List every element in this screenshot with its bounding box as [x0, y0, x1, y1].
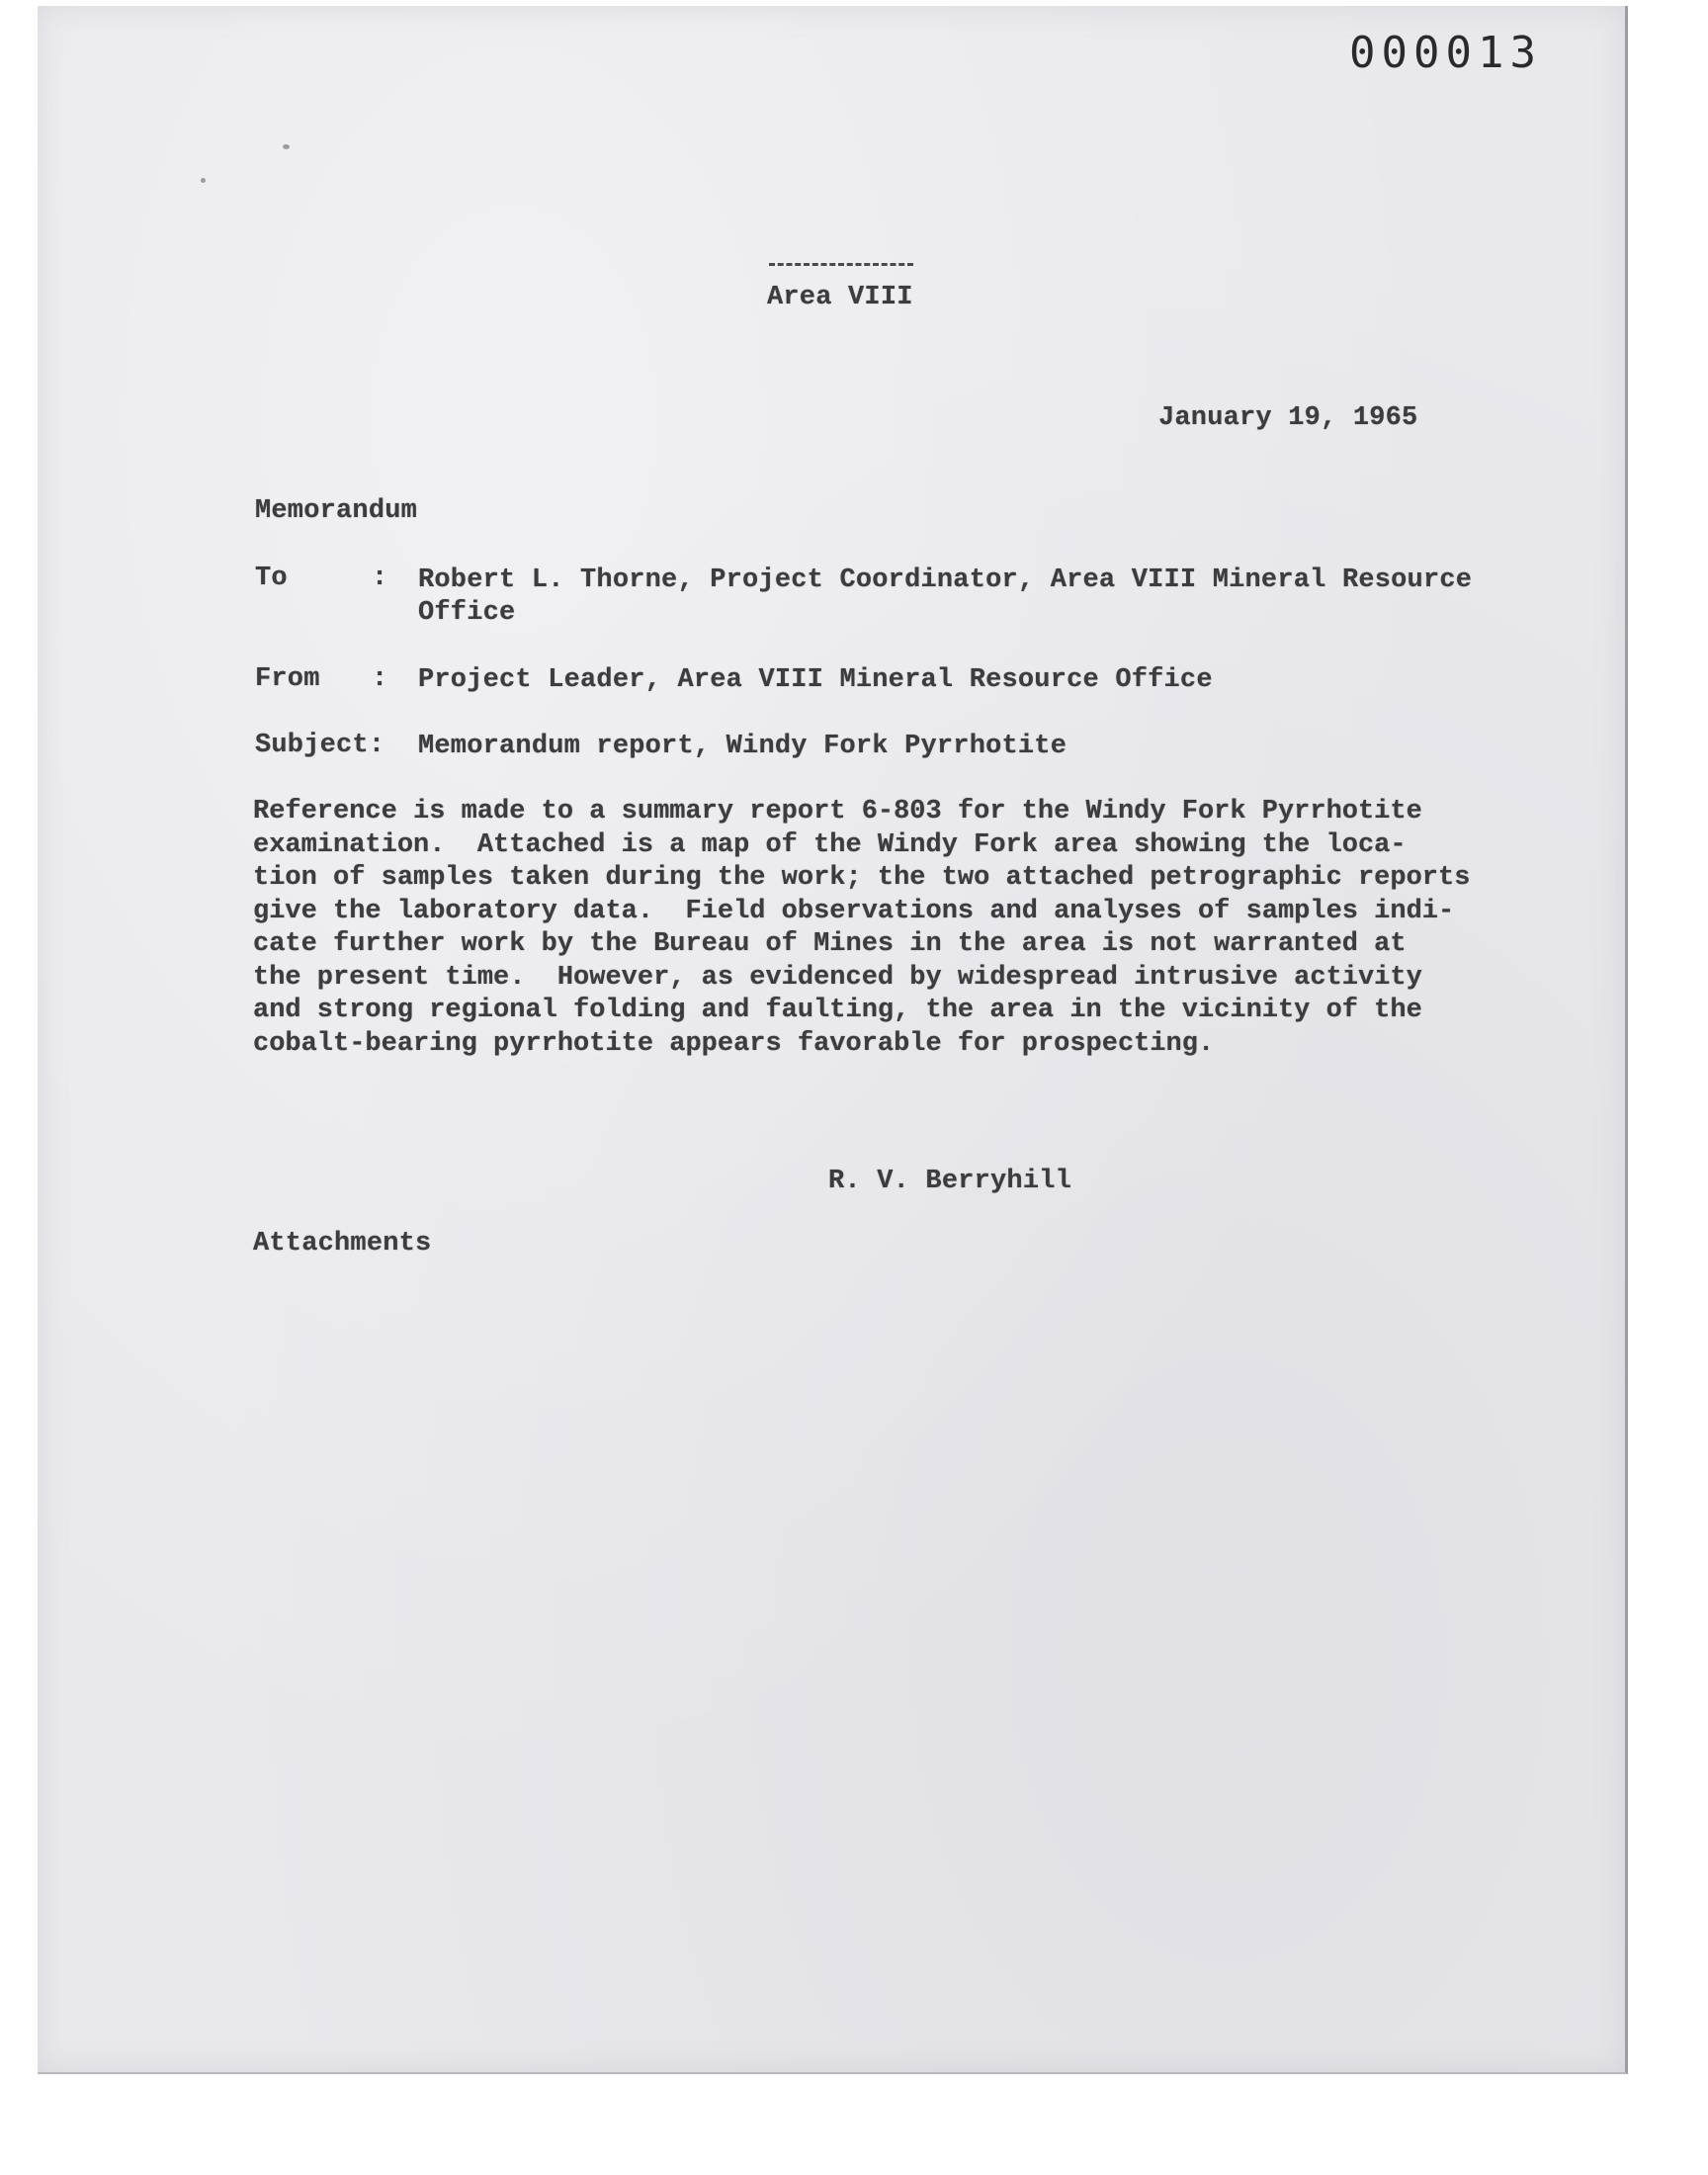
from-label: From: [255, 664, 320, 694]
from-sender: Project Leader, Area VIII Mineral Resource Office: [418, 665, 1213, 695]
attachments-label: Attachments: [253, 1229, 432, 1259]
subject-label: Subject:: [255, 731, 385, 760]
from-colon: :: [372, 664, 388, 694]
to-colon: :: [372, 564, 388, 593]
heading-dashed-rule: [769, 263, 913, 266]
area-heading: Area VIII: [767, 283, 913, 312]
document-number: 000013: [1349, 28, 1542, 78]
memo-date: January 19, 1965: [1158, 403, 1418, 433]
memo-body-paragraph: Reference is made to a summary report 6-803 for the Windy Fork Pyrrhotite examination. Attached is a map of the Windy Fork area showing the loca- tion of samples taken during the work; the two attached petrographic reports give the laboratory data. Field observations and analyses of samples indi- cate further work by the Bureau of Mines in the area is not warranted at the present time. However, as evidenced by widespread intrusive activity and strong regional folding and faulting, the area in the vicinity of the cobalt-bearing pyrrhotite appears favorable for prospecting.: [253, 797, 1471, 1059]
to-recipient-line2: Office: [418, 598, 516, 628]
to-label: To: [255, 564, 288, 593]
paper-speck: [283, 144, 290, 149]
to-recipient-line1: Robert L. Thorne, Project Coordinator, Area VIII Mineral Resource: [418, 566, 1473, 595]
subject-text: Memorandum report, Windy Fork Pyrrhotite: [418, 732, 1068, 761]
memo-label: Memorandum: [255, 496, 418, 526]
paper-speck: [201, 178, 206, 183]
signature-name: R. V. Berryhill: [828, 1167, 1072, 1196]
